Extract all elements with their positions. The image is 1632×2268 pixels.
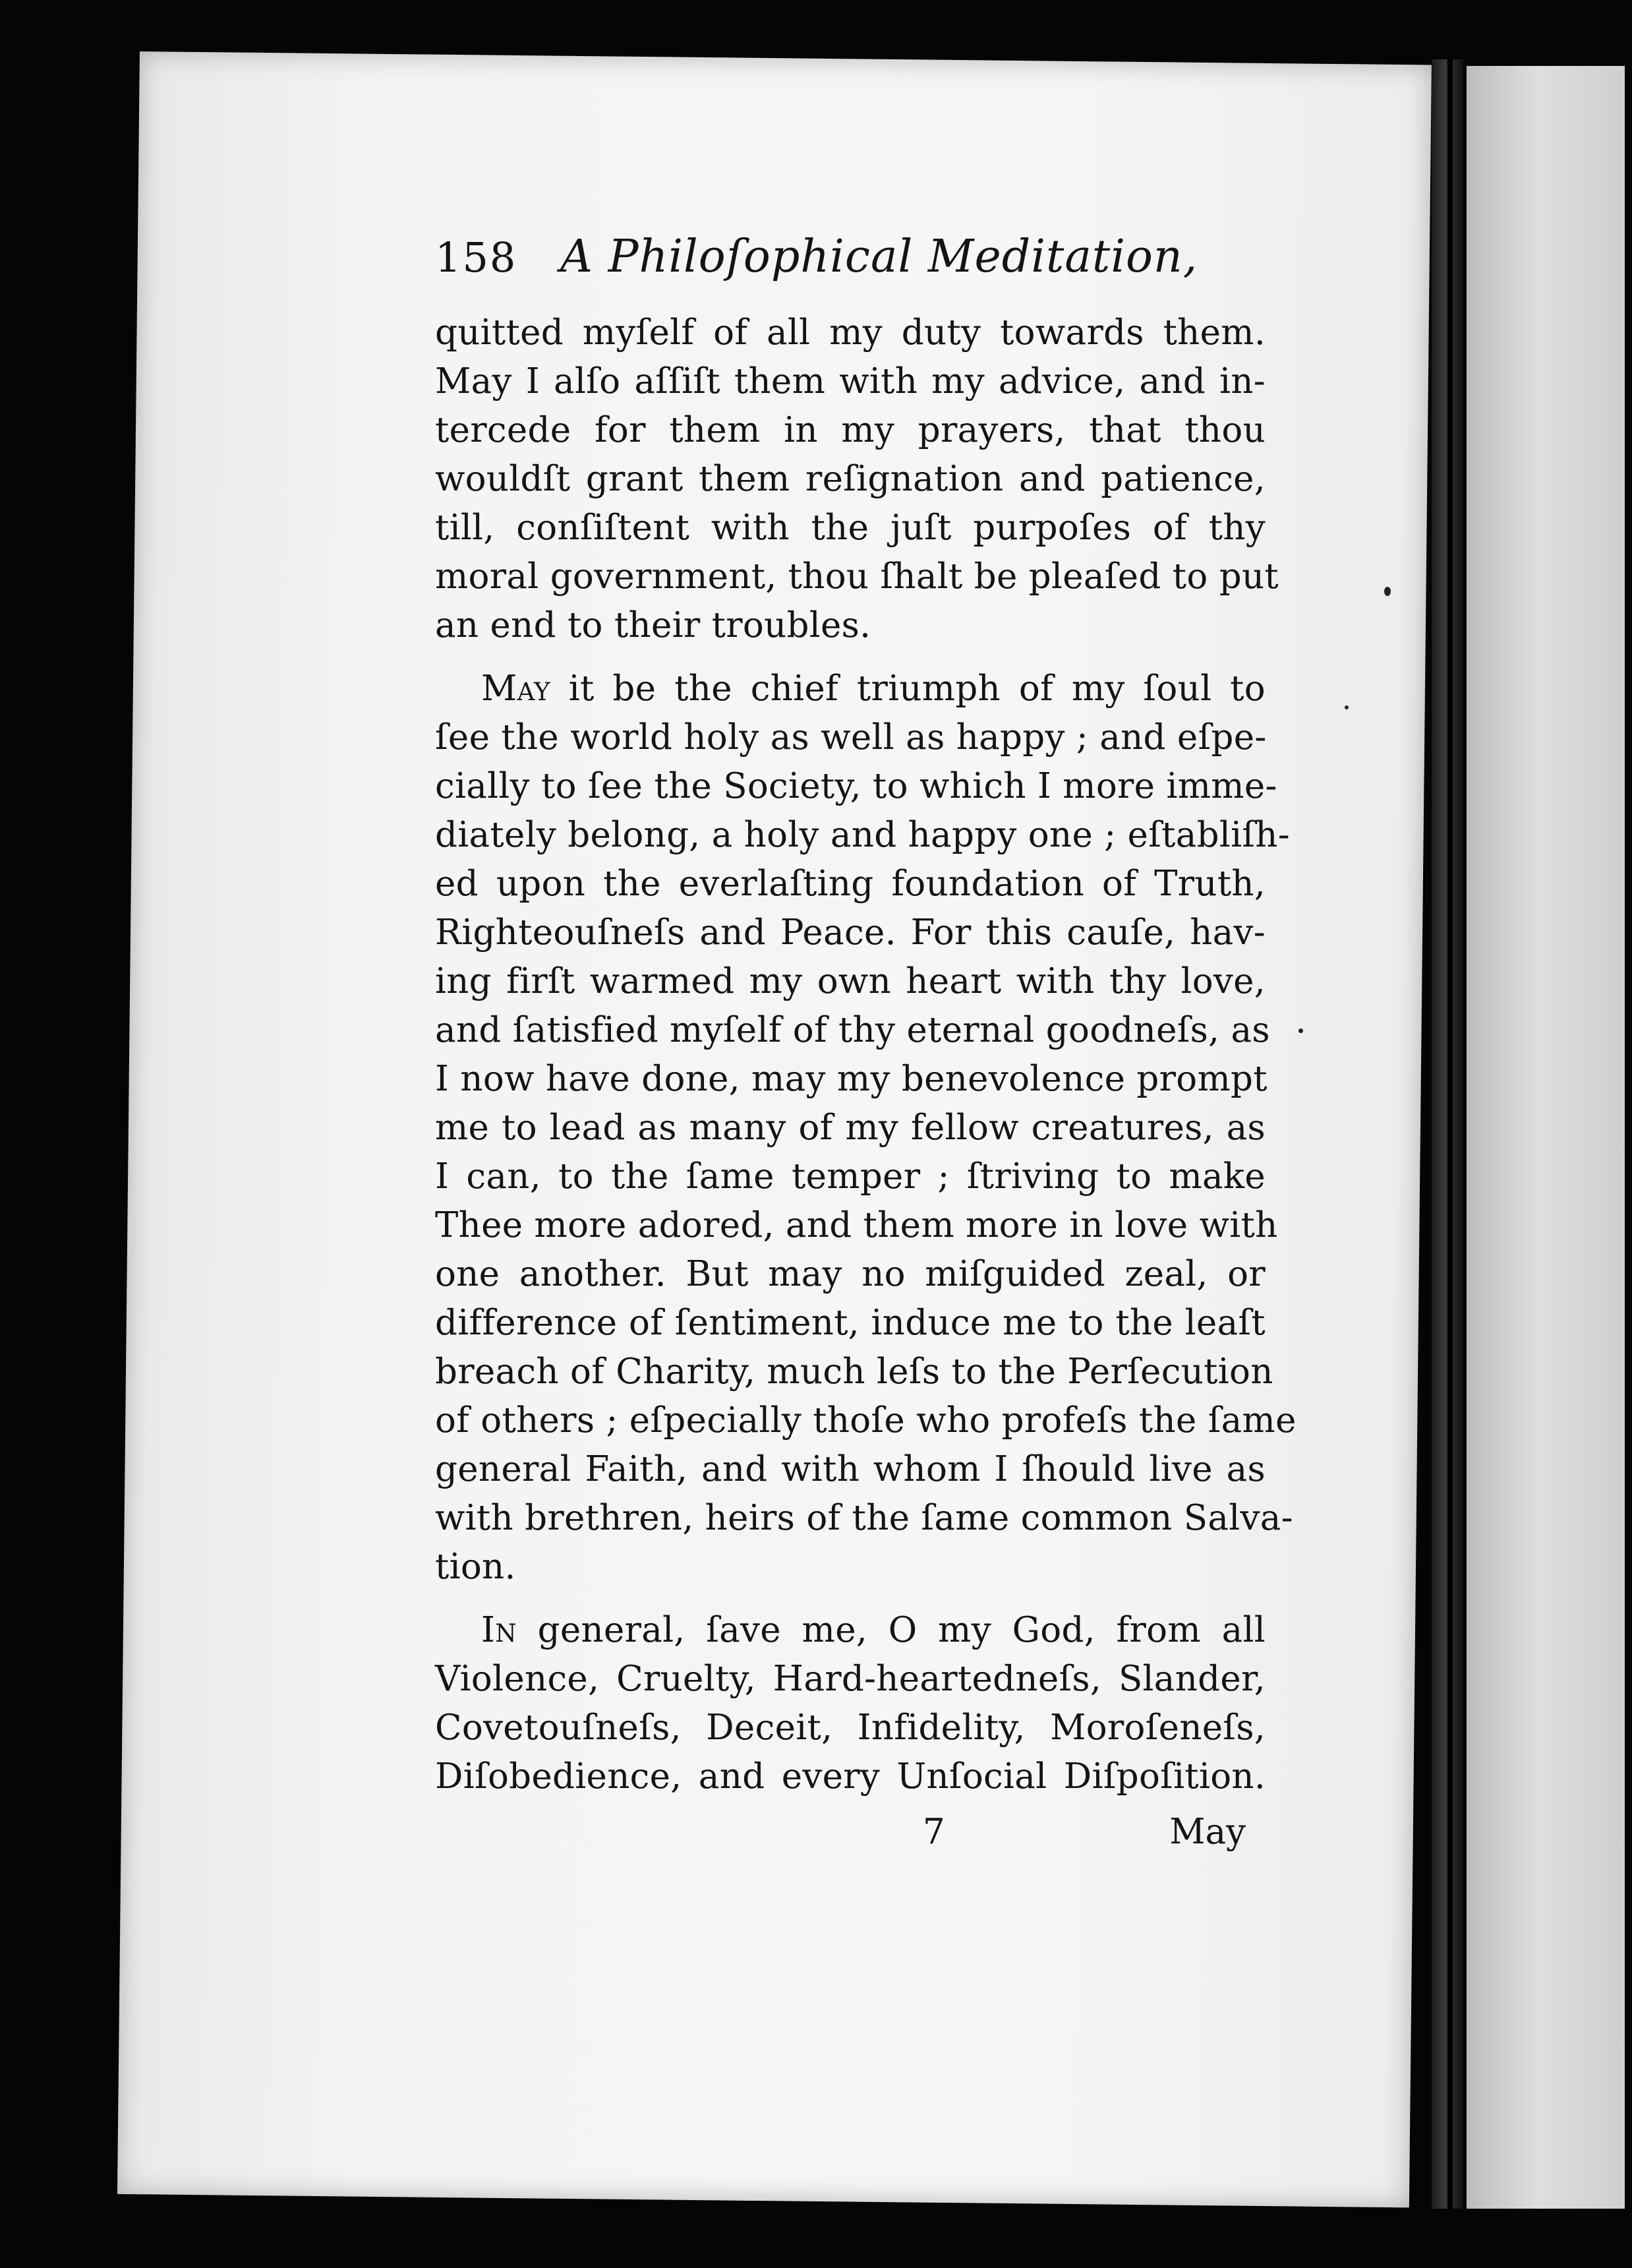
text-line: ed upon the everlaſting foundation of Truth,: [435, 864, 1266, 904]
paragraph-1: [435, 309, 1279, 650]
facing-page-edge: [1467, 66, 1625, 2209]
text-line: ing firſt warmed my own heart with thy love,: [435, 961, 1266, 1001]
text-line: ſee the world holy as well as happy ; and eſpe-: [435, 717, 1267, 758]
text-line: May I alſo aſſiſt them with my advice, and in-: [435, 361, 1266, 402]
ink-speck: [1298, 1029, 1303, 1033]
text-line: I now have done, may my benevolence prompt: [435, 1059, 1268, 1099]
paragraph-2: [435, 665, 1297, 1592]
first-line-rest: general, ſave me, O my God, from all: [516, 1610, 1266, 1650]
first-line-rest: it be the chief triumph of my ſoul to: [550, 669, 1266, 709]
text-line: cially to ſee the Society, to which I more imme-: [435, 766, 1277, 806]
text-line: Diſobedience, and every Unſocial Diſpoſition.: [435, 1756, 1266, 1797]
page-text: [435, 231, 1297, 1857]
text-line: Covetouſneſs, Deceit, Infidelity, Moroſeneſs,: [435, 1708, 1266, 1748]
paragraph-lead-word: May: [481, 669, 550, 709]
catchword: May: [1169, 1812, 1246, 1852]
text-line: general Faith, and with whom I ſhould live as: [435, 1449, 1266, 1489]
text-line: I can, to the ſame temper ; ſtriving to make: [435, 1156, 1266, 1197]
paragraph-3: [435, 1606, 1266, 1801]
text-line: one another. But may no miſguided zeal, or: [435, 1254, 1266, 1294]
text-line: an end to their troubles.: [435, 605, 871, 645]
text-line: and ſatisfied myſelf of thy eternal goodneſs, as: [435, 1010, 1270, 1050]
text-line: with brethren, heirs of the ſame common Salva-: [435, 1498, 1293, 1538]
text-line: tercede for them in my prayers, that thou: [435, 410, 1266, 450]
text-line: of others ; eſpecially thoſe who profeſs the ſame: [435, 1400, 1297, 1441]
ink-speck: [1384, 587, 1391, 596]
text-line: quitted myſelf of all my duty towards them.: [435, 313, 1266, 353]
text-line: diately belong, a holy and happy one ; eſtabliſh-: [435, 815, 1290, 855]
ink-speck: [1345, 705, 1349, 709]
running-head: [435, 231, 1266, 303]
text-line-first: [435, 1606, 1266, 1655]
signature-mark: 7: [923, 1812, 945, 1852]
text-line: till, conſiſtent with the juſt purpoſes of thy: [435, 508, 1266, 548]
text-line: Thee more adored, and them more in love with: [435, 1205, 1278, 1245]
text-line-first: [435, 665, 1266, 713]
paragraph-lead-word: In: [481, 1610, 517, 1650]
text-line: Violence, Cruelty, Hard-heartedneſs, Slander,: [435, 1659, 1266, 1699]
text-line: me to lead as many of my fellow creatures, as: [435, 1108, 1266, 1148]
text-line: breach of Charity, much leſs to the Perſecution: [435, 1352, 1273, 1392]
page-number: 158: [435, 233, 517, 282]
text-line: wouldſt grant them reſignation and patience,: [435, 459, 1266, 499]
catchline: [435, 1808, 1266, 1857]
text-line: tion.: [435, 1547, 516, 1587]
page-edge-line: [1447, 59, 1453, 2209]
text-line: moral government, thou ſhalt be pleaſed to put: [435, 556, 1279, 597]
running-title: A Philoſophical Meditation,: [560, 231, 1198, 283]
text-line: Righteouſneſs and Peace. For this cauſe, hav-: [435, 912, 1266, 953]
text-line: difference of ſentiment, induce me to the leaſt: [435, 1303, 1266, 1343]
